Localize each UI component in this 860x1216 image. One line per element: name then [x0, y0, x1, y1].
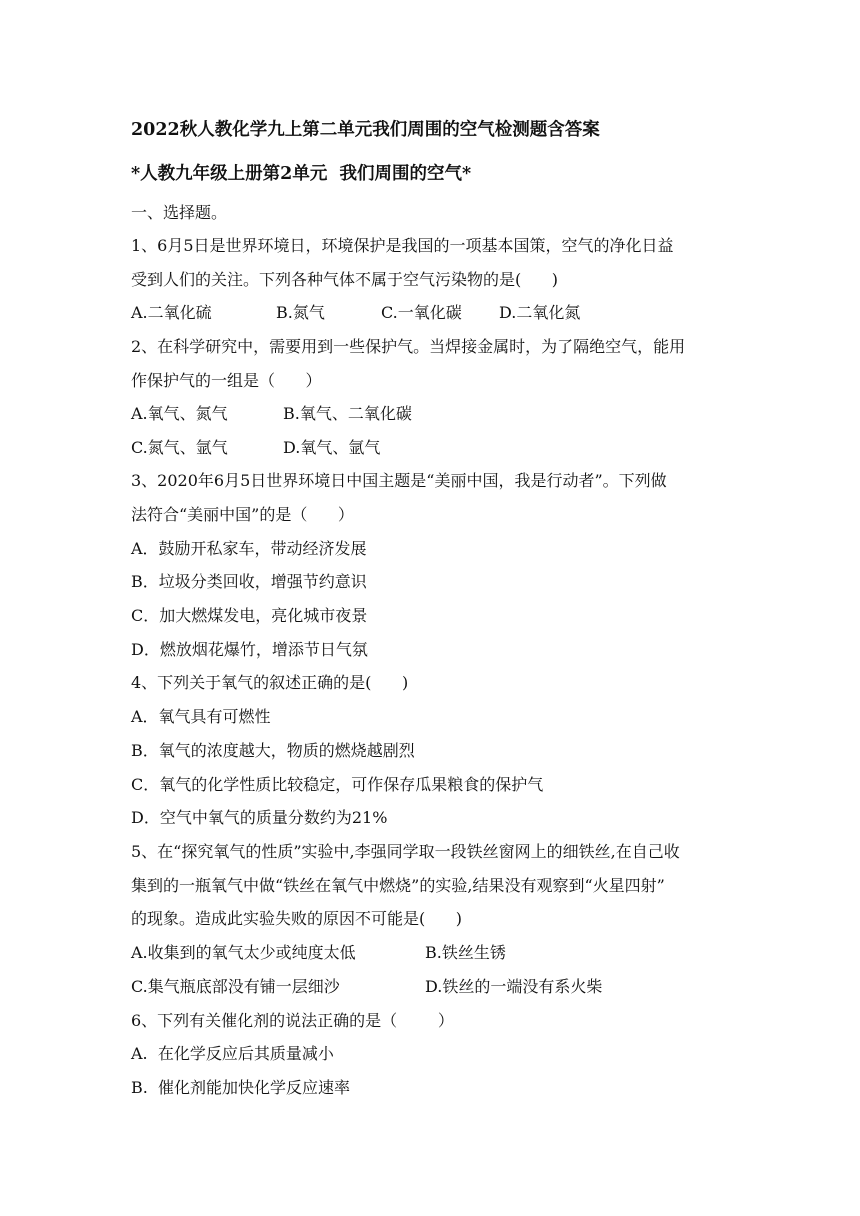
question-2-text-cont: 作保护气的一组是（ ） [131, 371, 322, 390]
question-1-text-cont: 受到人们的关注。下列各种气体不属于空气污染物的是( ) [131, 270, 559, 289]
section-heading: 一、选择题。 [131, 203, 228, 222]
question-4-text: 4、下列关于氧气的叙述正确的是( ) [131, 673, 409, 692]
q3-option-a: A．鼓励开私家车，带动经济发展 [131, 539, 367, 558]
q4-option-d: D．空气中氧气的质量分数约为21% [131, 808, 388, 827]
q5-option-d: D.铁丝的一端没有系火柴 [425, 977, 603, 996]
question-2-text: 2、在科学研究中，需要用到一些保护气。当焊接金属时，为了隔绝空气，能用 [131, 337, 686, 356]
q2-option-c: C.氮气、氩气 [131, 438, 228, 457]
q2-option-d: D.氧气、氩气 [283, 438, 381, 457]
q1-option-a: A.二氧化硫 [131, 303, 212, 322]
question-3-text-cont: 法符合“美丽中国”的是（ ） [131, 505, 354, 524]
q4-option-c: C．氧气的化学性质比较稳定，可作保存瓜果粮食的保护气 [131, 775, 544, 794]
q3-option-c: C．加大燃煤发电，亮化城市夜景 [131, 606, 368, 625]
document-title: 2022秋人教化学九上第二单元我们周围的空气检测题含答案 [131, 120, 600, 140]
q5-option-b: B.铁丝生锈 [425, 943, 506, 962]
q1-option-d: D.二氧化氮 [499, 303, 581, 322]
question-5-text-cont-2: 的现象。造成此实验失败的原因不可能是( ) [131, 909, 463, 928]
question-1-text: 1、6月5日是世界环境日，环境保护是我国的一项基本国策，空气的净化日益 [131, 236, 674, 255]
question-6-text: 6、下列有关催化剂的说法正确的是（ ） [131, 1011, 454, 1030]
q6-option-a: A. 在化学反应后其质量减小 [131, 1044, 334, 1063]
question-5-text-cont: 集到的一瓶氧气中做“铁丝在氧气中燃烧”的实验,结果没有观察到“火星四射” [131, 876, 665, 895]
q1-option-c: C.一氧化碳 [381, 303, 462, 322]
q3-option-b: B．垃圾分类回收，增强节约意识 [131, 572, 367, 591]
question-3-text: 3、2020年6月5日世界环境日中国主题是“美丽中国，我是行动者”。下列做 [131, 471, 667, 490]
q3-option-d: D．燃放烟花爆竹，增添节日气氛 [131, 640, 368, 659]
q5-option-c: C.集气瓶底部没有铺一层细沙 [131, 977, 340, 996]
q2-option-a: A.氧气、氮气 [131, 404, 228, 423]
document-subtitle: *人教九年级上册第2单元 我们周围的空气* [131, 164, 472, 184]
q1-option-b: B.氮气 [276, 303, 325, 322]
q4-option-b: B．氧气的浓度越大，物质的燃烧越剧烈 [131, 741, 415, 760]
q6-option-b: B. 催化剂能加快化学反应速率 [131, 1078, 351, 1097]
q2-option-b: B.氧气、二氧化碳 [283, 404, 412, 423]
question-5-text: 5、在“探究氧气的性质”实验中,李强同学取一段铁丝窗网上的细铁丝,在自己收 [131, 842, 680, 861]
q5-option-a: A.收集到的氧气太少或纯度太低 [131, 943, 356, 962]
q4-option-a: A．氧气具有可燃性 [131, 707, 271, 726]
